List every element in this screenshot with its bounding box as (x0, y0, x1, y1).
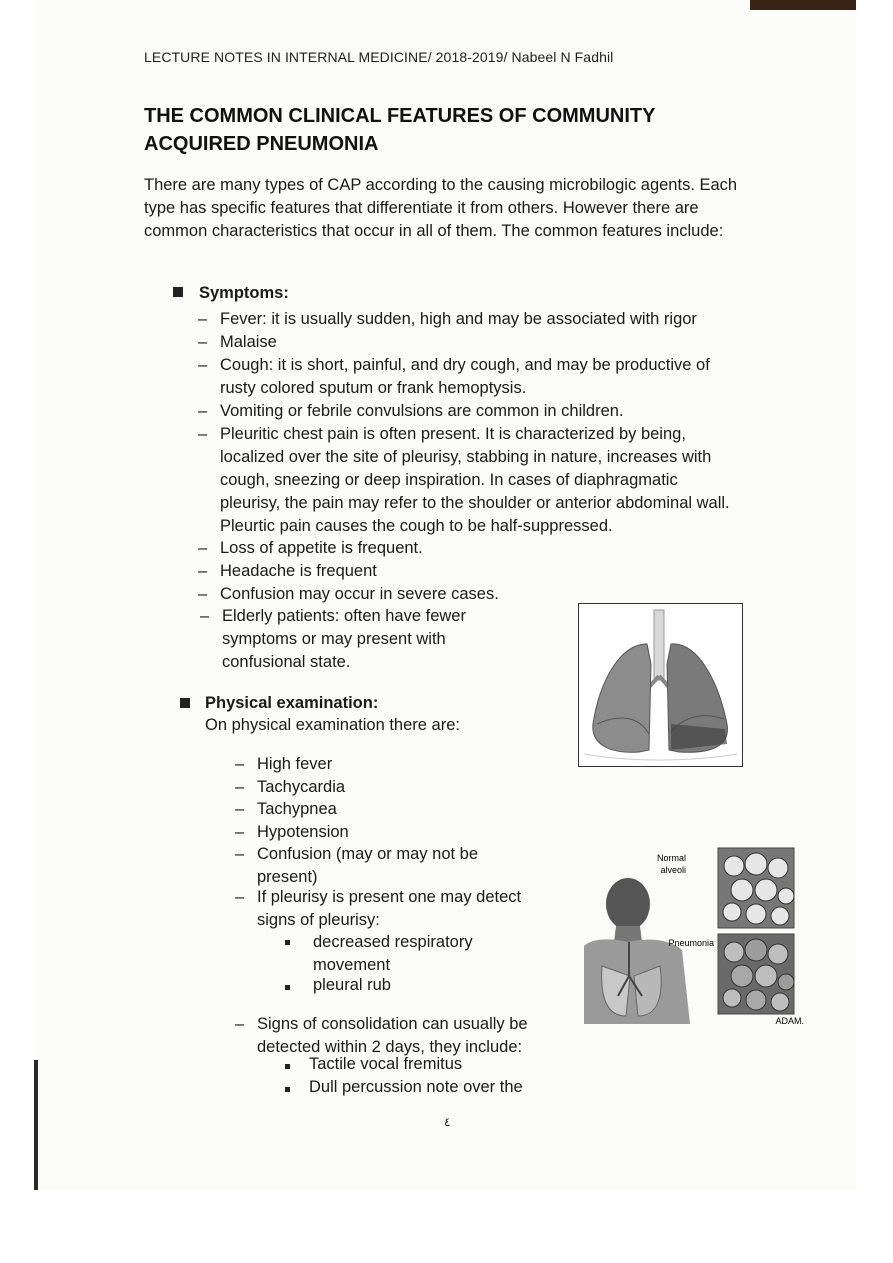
list-item: – Tachypnea (235, 800, 337, 818)
square-bullet-icon (180, 698, 190, 708)
list-item: – Elderly patients: often have fewer symptoms or may present with confusional state. (222, 605, 492, 674)
intro-paragraph: There are many types of CAP according to the causing microbilogic agents. Each type has specific features that differentiate it from others. However there are common characteristics that occur in all of them. The common features include: (144, 176, 738, 240)
lungs-figure (578, 603, 743, 767)
label-pneumonia: Pneumonia (668, 938, 714, 948)
elderly-text: Elderly patients: often have fewer symptoms or may present with confusional state. (222, 607, 466, 671)
alveoli-illustration (582, 846, 804, 1028)
list-item: – Confusion may occur in severe cases. (198, 585, 499, 603)
label-normal-1: Normal (656, 853, 686, 863)
consolidation-sign: Dull percussion note over the (309, 1078, 523, 1096)
list-item: – Signs of consolidation can usually be detected within 2 days, they include: (235, 1015, 528, 1056)
list-item: – Vomiting or febrile convulsions are common in children. (198, 402, 624, 420)
label-normal-2: alveoli (660, 865, 686, 875)
list-item: – Cough: it is short, painful, and dry cough, and may be productive of rusty colored sputum or frank hemoptysis. (198, 356, 710, 397)
small-bullet-icon (285, 940, 290, 945)
list-item: – Loss of appetite is frequent. (198, 539, 423, 557)
list-item: – Malaise (198, 333, 277, 351)
square-bullet-icon (173, 287, 183, 297)
list-item: – Confusion (may or may not be present) (235, 845, 479, 886)
list-item: – Headache is frequent (198, 562, 377, 580)
scan-edge-shadow (34, 1060, 38, 1190)
pleurisy-sign: pleural rub (313, 976, 391, 994)
adam-credit: ADAM. (775, 1016, 804, 1026)
exam-lead: On physical examination there are: (205, 716, 460, 734)
small-bullet-icon (285, 985, 290, 990)
consolidation-sign: Tactile vocal fremitus (309, 1055, 463, 1073)
list-item: – Fever: it is usually sudden, high and may be associated with rigor (198, 310, 697, 328)
running-header: LECTURE NOTES IN INTERNAL MEDICINE/ 2018-2019/ Nabeel N Fadhil (144, 49, 614, 65)
lungs-illustration (579, 604, 741, 765)
list-item: – Pleuritic chest pain is often present. It is characterized by being, localized over the site of pleurisy, stabbing in nature, increases with cough, sneezing or deep inspiration. In cases of diaphragmatic pleurisy, the pain may refer to the shoulder or anterior abdominal wall. Pleurtic pain causes the cough to be half-suppressed. (198, 425, 730, 535)
alveoli-figure (582, 846, 804, 1028)
scan-edge-dark (750, 0, 856, 10)
symptoms-heading: Symptoms: (199, 284, 289, 302)
exam-heading: Physical examination: (205, 694, 379, 712)
list-item: – If pleurisy is present one may detect signs of pleurisy: (235, 888, 522, 929)
small-bullet-icon (285, 1064, 290, 1069)
list-item: – Tachycardia (235, 778, 346, 796)
pleurisy-sign: decreased respiratory movement (313, 933, 473, 974)
small-bullet-icon (285, 1087, 290, 1092)
page-number: ٤ (444, 1115, 451, 1129)
page-title: THE COMMON CLINICAL FEATURES OF COMMUNITY ACQUIRED PNEUMONIA (144, 105, 656, 155)
list-item: – Hypotension (235, 823, 349, 841)
list-item: – High fever (235, 755, 333, 773)
